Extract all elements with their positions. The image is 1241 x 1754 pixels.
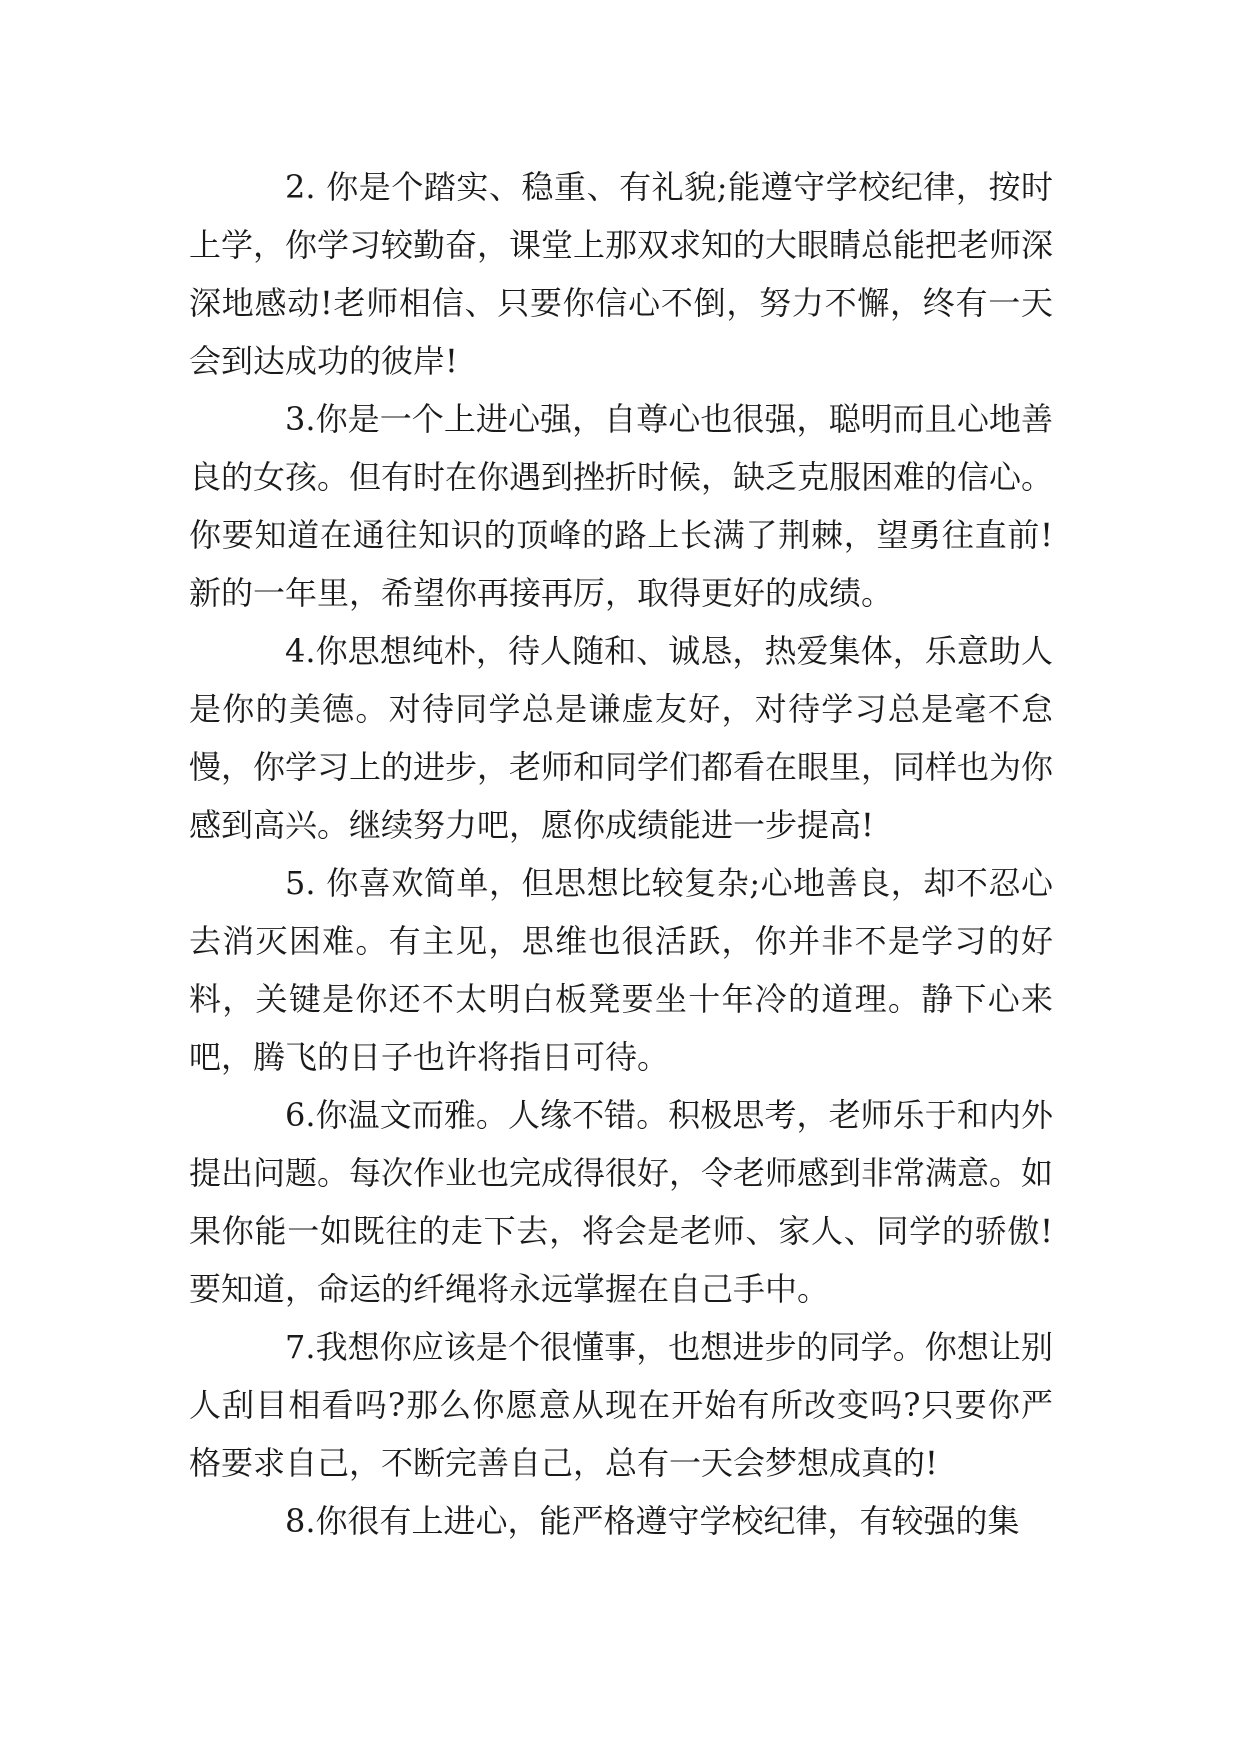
comment-paragraph-6: 6.你温文而雅。人缘不错。积极思考，老师乐于和内外提出问题。每次作业也完成得很好，令老师感到非常满意。如果你能一如既往的走下去，将会是老师、家人、同学的骄傲!要知道，命运的纤绳将永远掌握在自己手中。 (189, 1096, 1054, 1308)
comment-paragraph-7: 7.我想你应该是个很懂事，也想进步的同学。你想让别人刮目相看吗?那么你愿意从现在开始有所改变吗?只要你严格要求自己，不断完善自己，总有一天会梦想成真的! (189, 1328, 1053, 1482)
comment-paragraph-8: 8.你很有上进心，能严格遵守学校纪律，有较强的集 (285, 1502, 1020, 1540)
comment-paragraph-3: 3.你是一个上进心强，自尊心也很强，聪明而且心地善良的女孩。但有时在你遇到挫折时候，缺乏克服困难的信心。你要知道在通往知识的顶峰的路上长满了荆棘，望勇往直前!新的一年里，希望你再接再厉，取得更好的成绩。 (189, 400, 1054, 612)
comment-paragraph-4: 4.你思想纯朴，待人随和、诚恳，热爱集体，乐意助人是你的美德。对待同学总是谦虚友好，对待学习总是毫不怠慢，你学习上的进步，老师和同学们都看在眼里，同样也为你感到高兴。继续努力吧，愿你成绩能进一步提高! (189, 632, 1054, 844)
comment-paragraph-5: 5. 你喜欢简单，但思想比较复杂;心地善良，却不忍心去消灭困难。有主见，思维也很活跃，你并非不是学习的好料，关键是你还不太明白板凳要坐十年冷的道理。静下心来吧，腾飞的日子也许将指日可待。 (189, 864, 1053, 1076)
comment-paragraph-2: 2. 你是个踏实、稳重、有礼貌;能遵守学校纪律，按时上学，你学习较勤奋，课堂上那双求知的大眼睛总能把老师深深地感动!老师相信、只要你信心不倒，努力不懈，终有一天会到达成功的彼岸! (189, 168, 1054, 380)
document-body (189, 158, 1053, 1550)
